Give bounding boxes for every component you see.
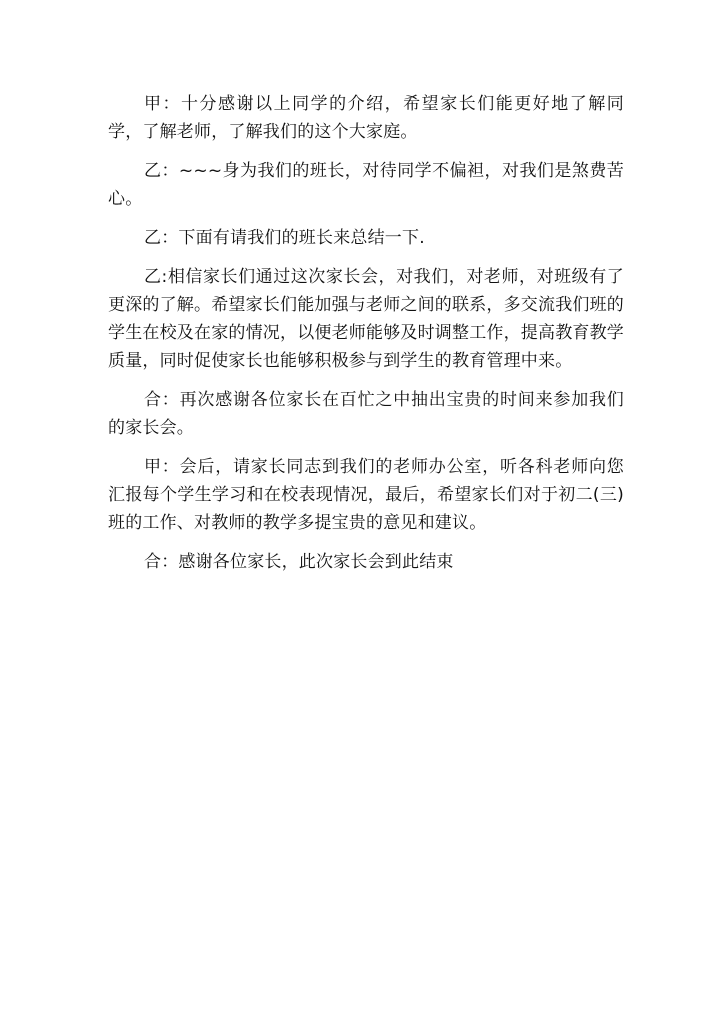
document-body (108, 90, 624, 576)
paragraph-he-closing: 合：感谢各位家长，此次家长会到此结束 (144, 552, 454, 572)
paragraph-yi-monitor: 乙：~~~身为我们的班长，对待同学不偏袒，对我们是煞费苦心。 (108, 161, 624, 209)
paragraph-jia-after-meeting: 甲：会后，请家长同志到我们的老师办公室，听各科老师向您汇报每个学生学习和在校表现情况，最后，希望家长们对于初二(三)班的工作、对教师的教学多提宝贵的意见和建议。 (108, 457, 624, 533)
paragraph-yi-invite: 乙：下面有请我们的班长来总结一下. (144, 228, 425, 248)
paragraph-yi-summary: 乙:相信家长们通过这次家长会，对我们，对老师，对班级有了更深的了解。希望家长们能加强与老师之间的联系，多交流我们班的学生在校及在家的情况，以便老师能够及时调整工作，提高教育教学质量，同时促使家长也能够积极参与到学生的教育管理中来。 (108, 267, 624, 371)
paragraph-he-thanks: 合：再次感谢各位家长在百忙之中抽出宝贵的时间来参加我们的家长会。 (108, 390, 624, 438)
paragraph-jia-thanks: 甲：十分感谢以上同学的介绍，希望家长们能更好地了解同学，了解老师，了解我们的这个大家庭。 (108, 94, 624, 142)
